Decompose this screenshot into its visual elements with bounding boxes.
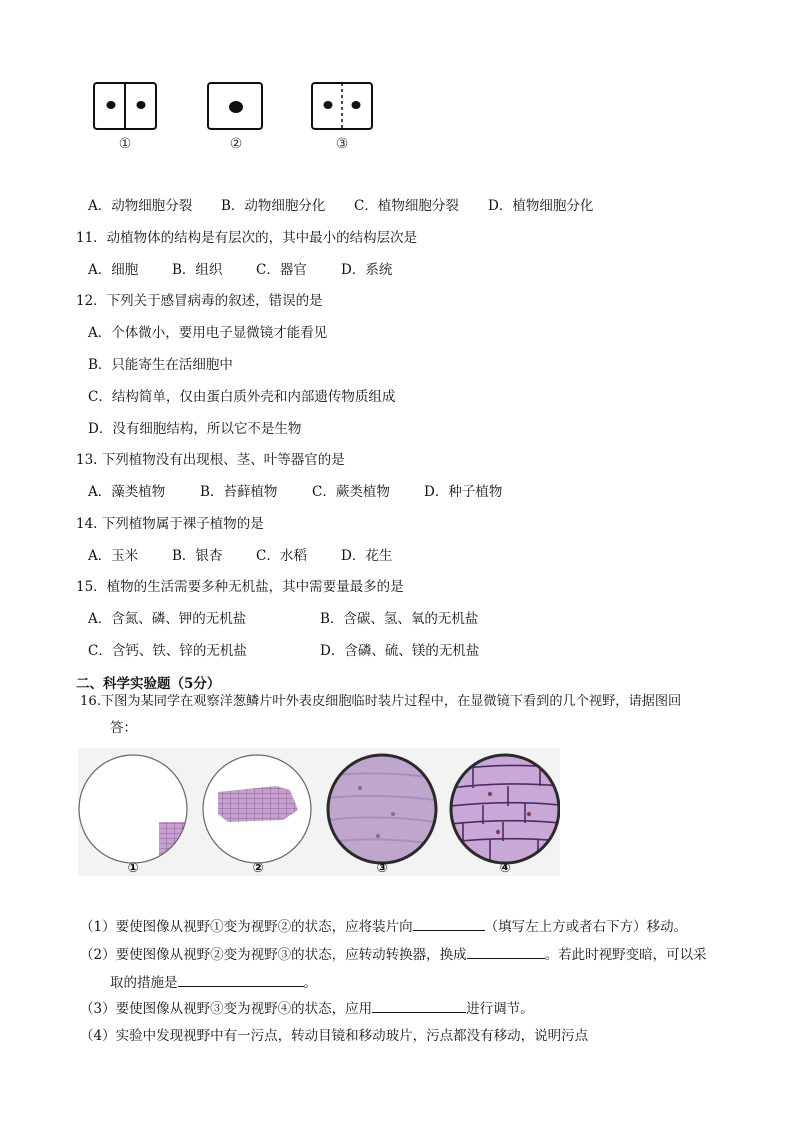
- q12-option-b[interactable]: B．只能寄生在活细胞中: [88, 357, 233, 373]
- q11-stem: 11．动植物体的结构是有层次的，其中最小的结构层次是: [76, 230, 418, 246]
- q14-option-b[interactable]: B．银杏: [172, 548, 223, 564]
- q14-stem: 14. 下列植物属于裸子植物的是: [76, 516, 264, 532]
- q12-option-d[interactable]: D．没有细胞结构，所以它不是生物: [88, 421, 302, 437]
- view-label-3: ③: [376, 861, 388, 876]
- q13-stem: 13. 下列植物没有出现根、茎、叶等器官的是: [76, 452, 345, 468]
- q13-option-d[interactable]: D．种子植物: [424, 484, 503, 500]
- q16-sub4: （4）实验中发现视野中有一污点，转动目镜和移动玻片，污点都没有移动，说明污点: [80, 1028, 589, 1044]
- section-2-title: 二、科学实验题（5分）: [76, 676, 221, 692]
- q16-sub2-blank-2[interactable]: [178, 973, 304, 987]
- q13-option-c[interactable]: C．蕨类植物: [312, 484, 390, 500]
- q16-sub3-blank[interactable]: [372, 999, 466, 1013]
- q11-option-b[interactable]: B．组织: [172, 262, 223, 278]
- q13-option-a[interactable]: A．藻类植物: [88, 484, 166, 500]
- q10-option-b[interactable]: B．动物细胞分化: [221, 198, 326, 214]
- q16-sub1-text-a: （1）要使图像从视野①变为视野②的状态，应将装片向: [80, 919, 413, 935]
- cell-division-figure: [80, 72, 390, 154]
- view-label-4: ④: [499, 861, 511, 876]
- q15-stem: 15．植物的生活需要多种无机盐，其中需要量最多的是: [76, 579, 404, 595]
- q12-option-a[interactable]: A．个体微小，要用电子显微镜才能看见: [88, 325, 328, 341]
- microscope-views-figure: [78, 748, 560, 876]
- q16-sub1-text-b: （填写左上方或者右下方）移动。: [484, 919, 688, 935]
- q16-sub2: [80, 945, 707, 964]
- view-3: [328, 755, 436, 863]
- q16-sub2-cont: [110, 973, 317, 992]
- q12-option-c[interactable]: C．结构简单，仅由蛋白质外壳和内部遗传物质组成: [88, 389, 396, 405]
- view-4: [450, 755, 560, 863]
- view-label-1: ①: [127, 861, 139, 876]
- q16-sub1-blank[interactable]: [413, 917, 485, 931]
- q16-sub1: [80, 917, 687, 936]
- q16-stem-line1: 16.下图为某同学在观察洋葱鳞片叶外表皮细胞临时装片过程中，在显微镜下看到的几个视野，请据图回: [80, 694, 682, 709]
- q10-option-c[interactable]: C．植物细胞分裂: [354, 198, 459, 214]
- q11-option-c[interactable]: C．器官: [256, 262, 307, 278]
- q11-option-a[interactable]: A．细胞: [88, 262, 139, 278]
- cell-label-1: ①: [118, 136, 132, 152]
- q16-sub2-text-a: （2）要使图像从视野②变为视野③的状态，应转动转换器，换成: [80, 947, 467, 963]
- cell-label-2: ②: [229, 136, 243, 152]
- q15-option-a[interactable]: A．含氮、磷、钾的无机盐: [88, 611, 247, 627]
- q15-option-b[interactable]: B．含碳、氢、氧的无机盐: [320, 611, 479, 627]
- q16-sub2-text-b: 。若此时视野变暗，可以采: [544, 947, 707, 963]
- q10-option-d[interactable]: D．植物细胞分化: [488, 198, 594, 214]
- cell-label-3: ③: [335, 136, 349, 152]
- view-label-2: ②: [252, 861, 264, 876]
- q16-sub3-text-a: （3）要使图像从视野③变为视野④的状态，应用: [80, 1001, 373, 1017]
- q12-stem: 12．下列关于感冒病毒的叙述，错误的是: [76, 293, 323, 309]
- view-2: [203, 755, 311, 863]
- q11-option-d[interactable]: D．系统: [341, 262, 393, 278]
- q16-sub2-text-d: 。: [303, 975, 317, 991]
- q15-option-d[interactable]: D．含磷、硫、镁的无机盐: [320, 643, 480, 659]
- q16-sub2-text-c: 取的措施是: [110, 975, 178, 991]
- q16-sub3: [80, 999, 534, 1018]
- q16-sub3-text-b: 进行调节。: [466, 1001, 534, 1017]
- q13-option-b[interactable]: B．苔藓植物: [200, 484, 278, 500]
- q16-stem-line2: 答：: [110, 720, 137, 736]
- q14-option-d[interactable]: D．花生: [341, 548, 393, 564]
- q16-sub2-blank-1[interactable]: [467, 945, 545, 959]
- q10-option-a[interactable]: A．动物细胞分裂: [88, 198, 193, 214]
- q15-option-c[interactable]: C．含钙、铁、锌的无机盐: [88, 643, 247, 659]
- q14-option-c[interactable]: C．水稻: [256, 548, 307, 564]
- q14-option-a[interactable]: A．玉米: [88, 548, 139, 564]
